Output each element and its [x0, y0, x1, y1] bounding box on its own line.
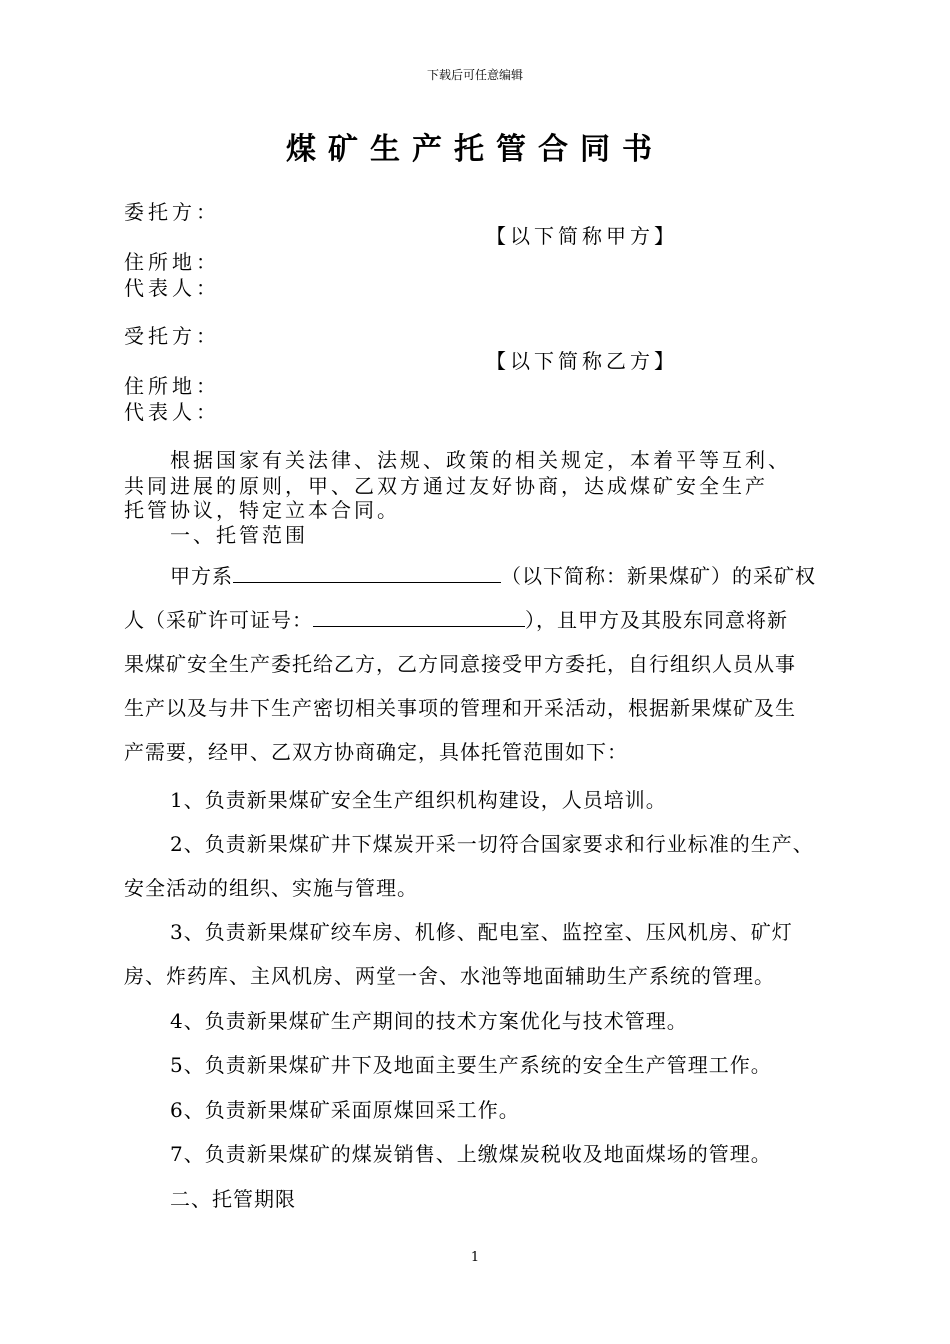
scope-item-2-line-1: 2、负责新果煤矿井下煤炭开采一切符合国家要求和行业标准的生产、 [170, 832, 814, 856]
scope-paragraph-line-3: 果煤矿安全生产委托给乙方，乙方同意接受甲方委托，自行组织人员从事 [124, 652, 796, 676]
intro-line-3: 托管协议，特定立本合同。 [124, 498, 400, 522]
party-b-alias: 【以下简称乙方】 [486, 349, 678, 373]
scope-p2-prefix: 人（采矿许可证号： [124, 608, 313, 632]
scope-paragraph-line-1 [170, 560, 816, 589]
party-a-rep-label: 代表人： [124, 276, 220, 300]
scope-item-3-line-2: 房、炸药库、主风机房、两堂一舍、水池等地面辅助生产系统的管理。 [124, 964, 775, 988]
party-b-address-label: 住所地： [124, 374, 220, 398]
scope-p2-suffix: ），且甲方及其股东同意将新 [525, 608, 788, 632]
intro-line-2: 共同进展的原则，甲、乙双方通过友好协商，达成煤矿安全生产 [124, 474, 768, 498]
document-title: 煤矿生产托管合同书 [286, 132, 664, 167]
scope-paragraph-line-2 [124, 604, 788, 633]
page-number: 1 [470, 1250, 480, 1265]
scope-p1-suffix: （以下简称：新果煤矿）的采矿权 [501, 564, 816, 588]
scope-p1-prefix: 甲方系 [170, 564, 233, 588]
intro-line-1: 根据国家有关法律、法规、政策的相关规定，本着平等互利、 [170, 448, 791, 472]
scope-item-5: 5、负责新果煤矿井下及地面主要生产系统的安全生产管理工作。 [170, 1053, 772, 1077]
scope-item-3-line-1: 3、负责新果煤矿绞车房、机修、配电室、监控室、压风机房、矿灯 [170, 920, 793, 944]
party-b-label: 受托方： [124, 324, 220, 348]
scope-item-6: 6、负责新果煤矿采面原煤回采工作。 [170, 1098, 520, 1122]
blank-line-party-a [233, 562, 501, 583]
scope-item-2-line-2: 安全活动的组织、实施与管理。 [124, 876, 418, 900]
section-heading-term: 二、托管期限 [170, 1187, 296, 1211]
scope-item-4: 4、负责新果煤矿生产期间的技术方案优化与技术管理。 [170, 1009, 688, 1033]
blank-line-license [313, 606, 525, 627]
party-a-alias: 【以下简称甲方】 [486, 224, 678, 248]
party-a-label: 委托方： [124, 200, 220, 224]
party-a-address-label: 住所地： [124, 250, 220, 274]
scope-item-1: 1、负责新果煤矿安全生产组织机构建设，人员培训。 [170, 788, 667, 812]
section-heading-scope: 一、托管范围 [170, 523, 308, 547]
scope-paragraph-line-5: 产需要，经甲、乙双方协商确定，具体托管范围如下： [124, 740, 628, 764]
party-b-rep-label: 代表人： [124, 400, 220, 424]
header-note: 下载后可任意编辑 [426, 68, 523, 82]
scope-paragraph-line-4: 生产以及与井下生产密切相关事项的管理和开采活动，根据新果煤矿及生 [124, 696, 796, 720]
scope-item-7: 7、负责新果煤矿的煤炭销售、上缴煤炭税收及地面煤场的管理。 [170, 1142, 772, 1166]
